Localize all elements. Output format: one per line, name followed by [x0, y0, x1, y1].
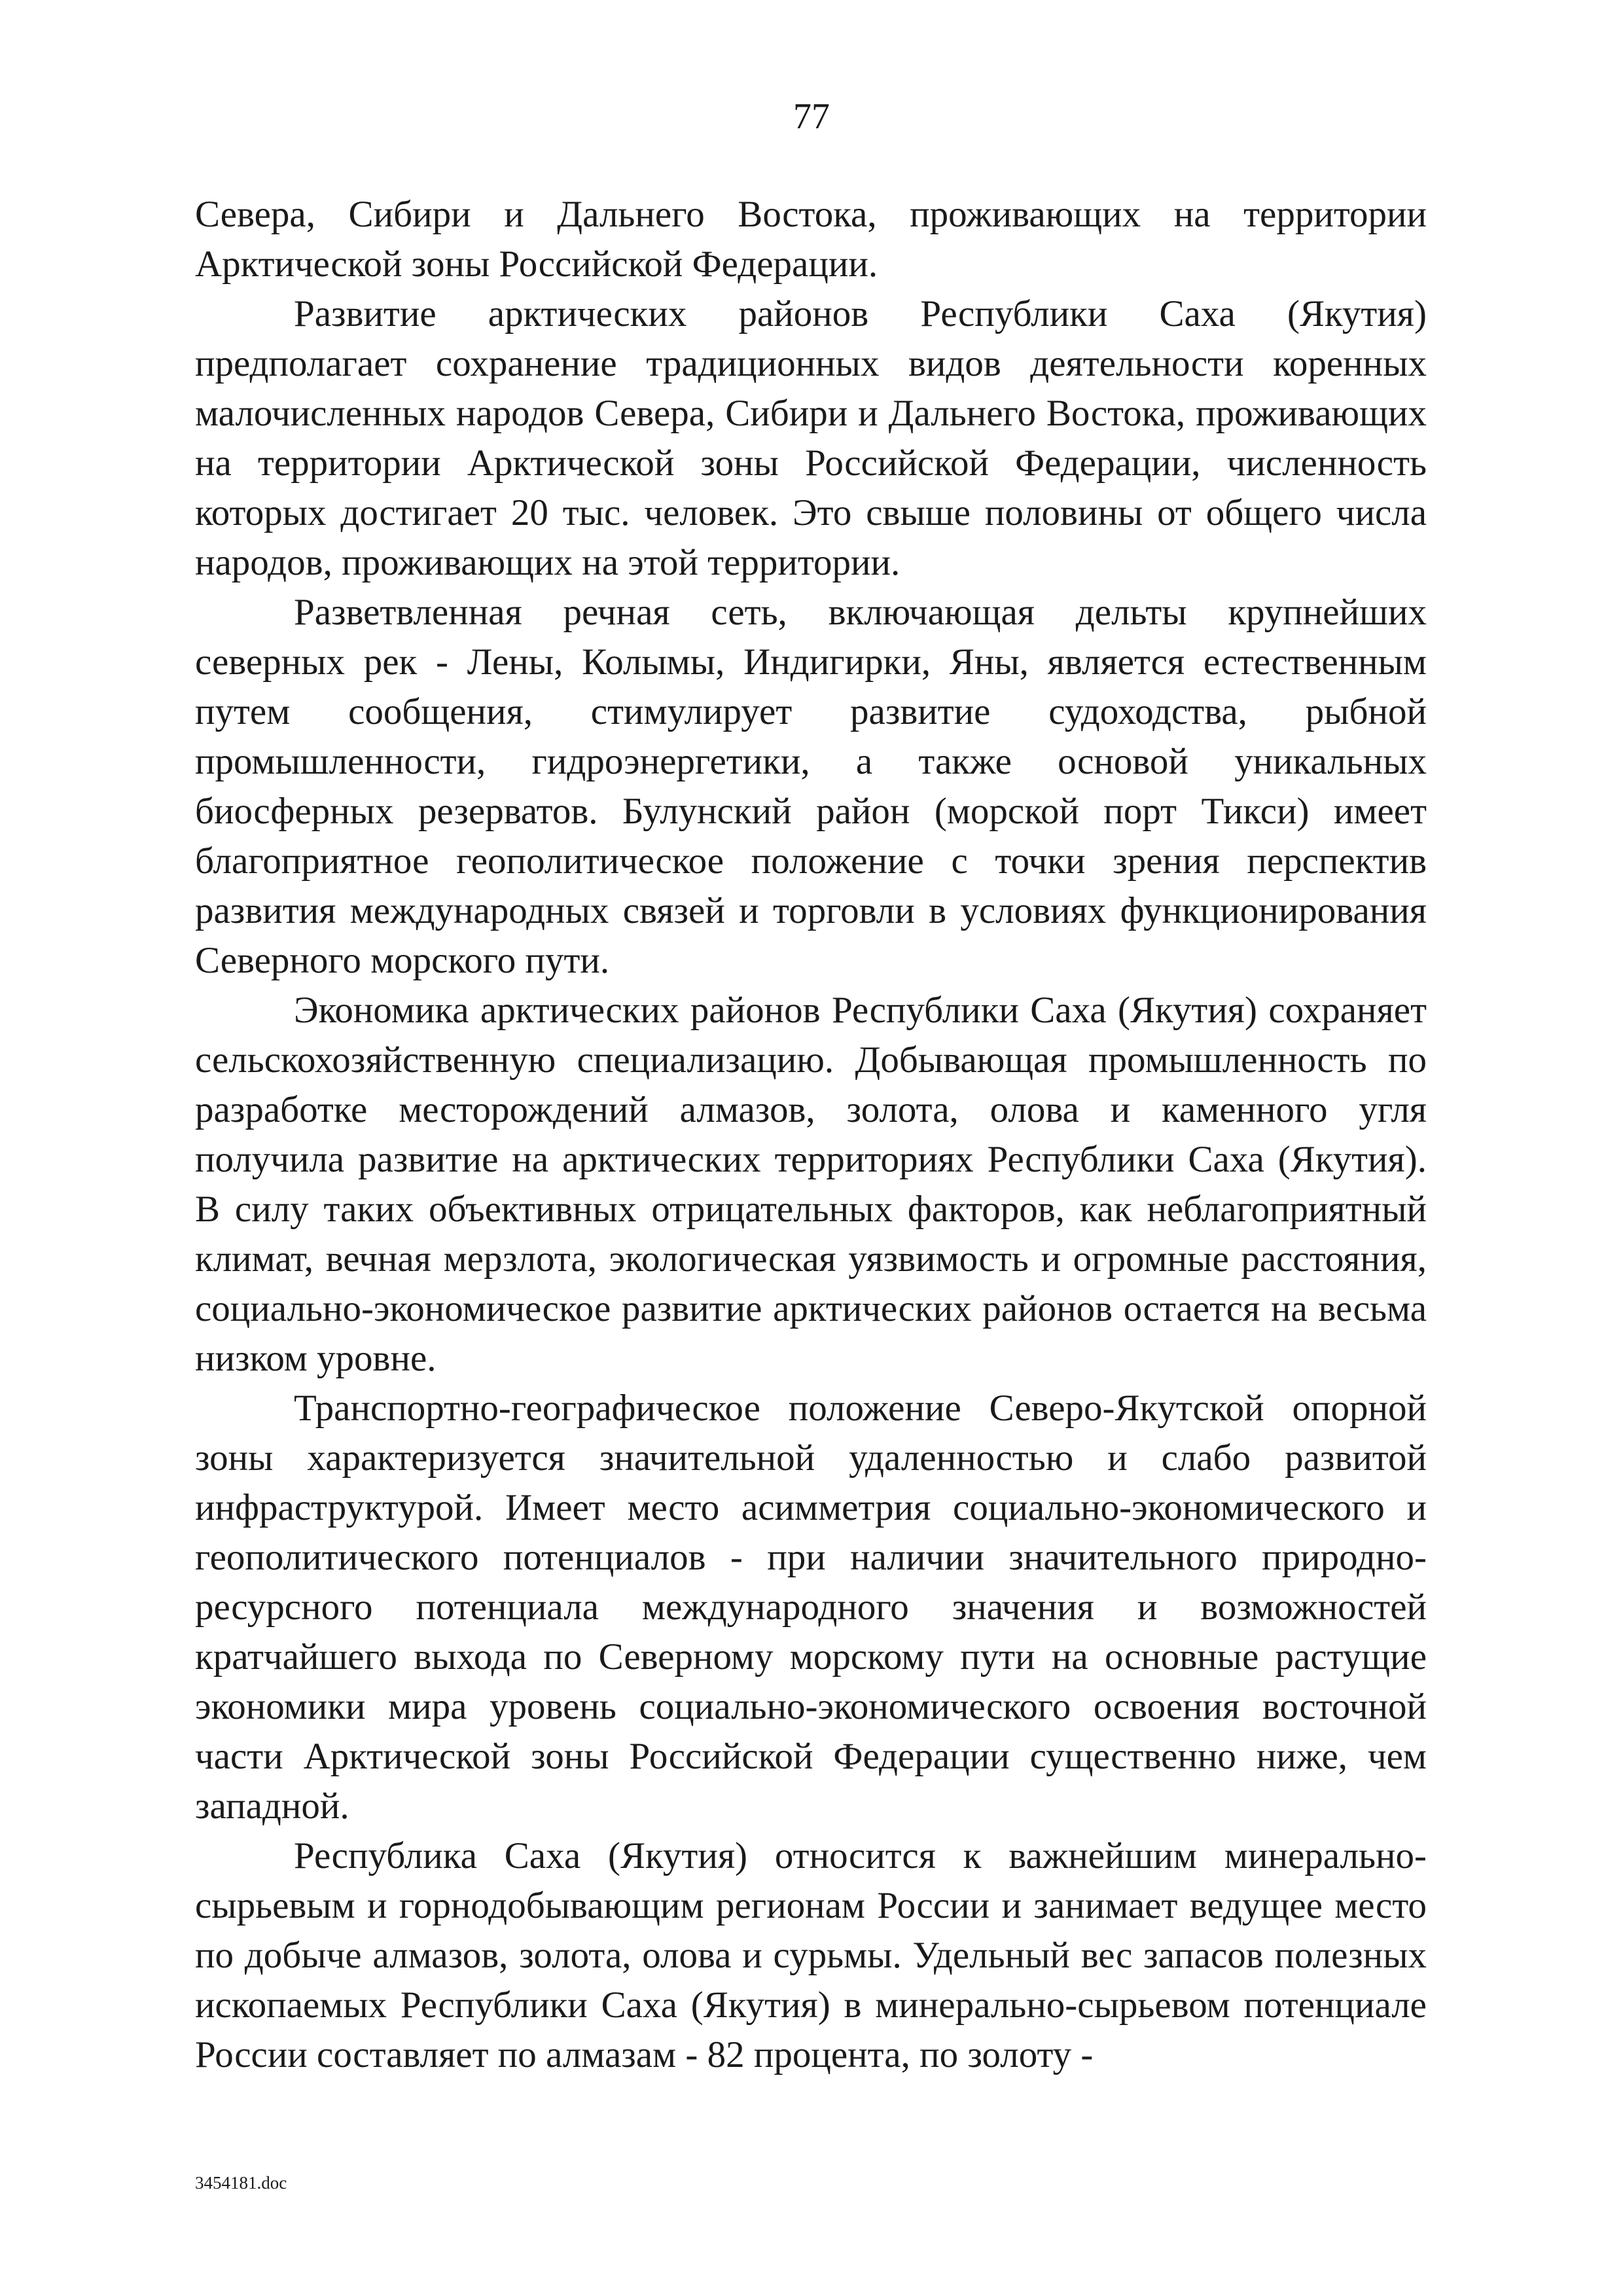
paragraph-economy: Экономика арктических районов Республики Саха (Якутия) сохраняет сельскохозяйственную специализацию. Добывающая промышленность по разработке месторождений алмазов, золота, олова и каменного угля получила развитие на арктических территориях Республики Саха (Якутия). В силу таких объективных отрицательных факторов, как неблагоприятный климат, вечная мерзлота, экологическая уязвимость и огромные расстояния, социально-экономическое развитие арктических районов остается на весьма низком уровне. — [195, 990, 1427, 1379]
document-body — [195, 190, 1427, 2080]
page-number: 77 — [793, 96, 830, 137]
footer-filename: 3454181.doc — [195, 2173, 287, 2193]
paragraph-transport-geography: Транспортно-географическое положение Северо-Якутской опорной зоны характеризуется значительной удаленностью и слабо развитой инфраструктурой. Имеет место асимметрия социально-экономического и геополитического потенциалов - при наличии значительного природно-ресурсного потенциала международного значения и возможностей кратчайшего выхода по Северному морскому пути на основные растущие экономики мира уровень социально-экономического освоения восточной части Арктической зоны Российской Федерации существенно ниже, чем западной. — [195, 1388, 1427, 1827]
paragraph-mineral-resources: Республика Саха (Якутия) относится к важнейшим минерально-сырьевым и горнодобывающим регионам России и занимает ведущее место по добыче алмазов, золота, олова и сурьмы. Удельный вес запасов полезных ископаемых Республики Саха (Якутия) в минерально-сырьевом потенциале России составляет по алмазам - 82 процента, по золоту - — [195, 1835, 1427, 2075]
paragraph-river-network: Разветвленная речная сеть, включающая дельты крупнейших северных рек - Лены, Колымы, Индигирки, Яны, является естественным путем сообщения, стимулирует развитие судоходства, рыбной промышленности, гидроэнергетики, а также основой уникальных биосферных резерватов. Булунский район (морской порт Тикси) имеет благоприятное геополитическое положение с точки зрения перспектив развития международных связей и торговли в условиях функционирования Северного морского пути. — [195, 592, 1427, 981]
paragraph-arctic-development: Развитие арктических районов Республики Саха (Якутия) предполагает сохранение традиционных видов деятельности коренных малочисленных народов Севера, Сибири и Дальнего Востока, проживающих на территории Арктической зоны Российской Федерации, численность которых достигает 20 тыс. человек. Это свыше половины от общего числа народов, проживающих на этой территории. — [195, 293, 1427, 583]
paragraph-continuation: Севера, Сибири и Дальнего Востока, проживающих на территории Арктической зоны Российской Федерации. — [195, 194, 1427, 285]
